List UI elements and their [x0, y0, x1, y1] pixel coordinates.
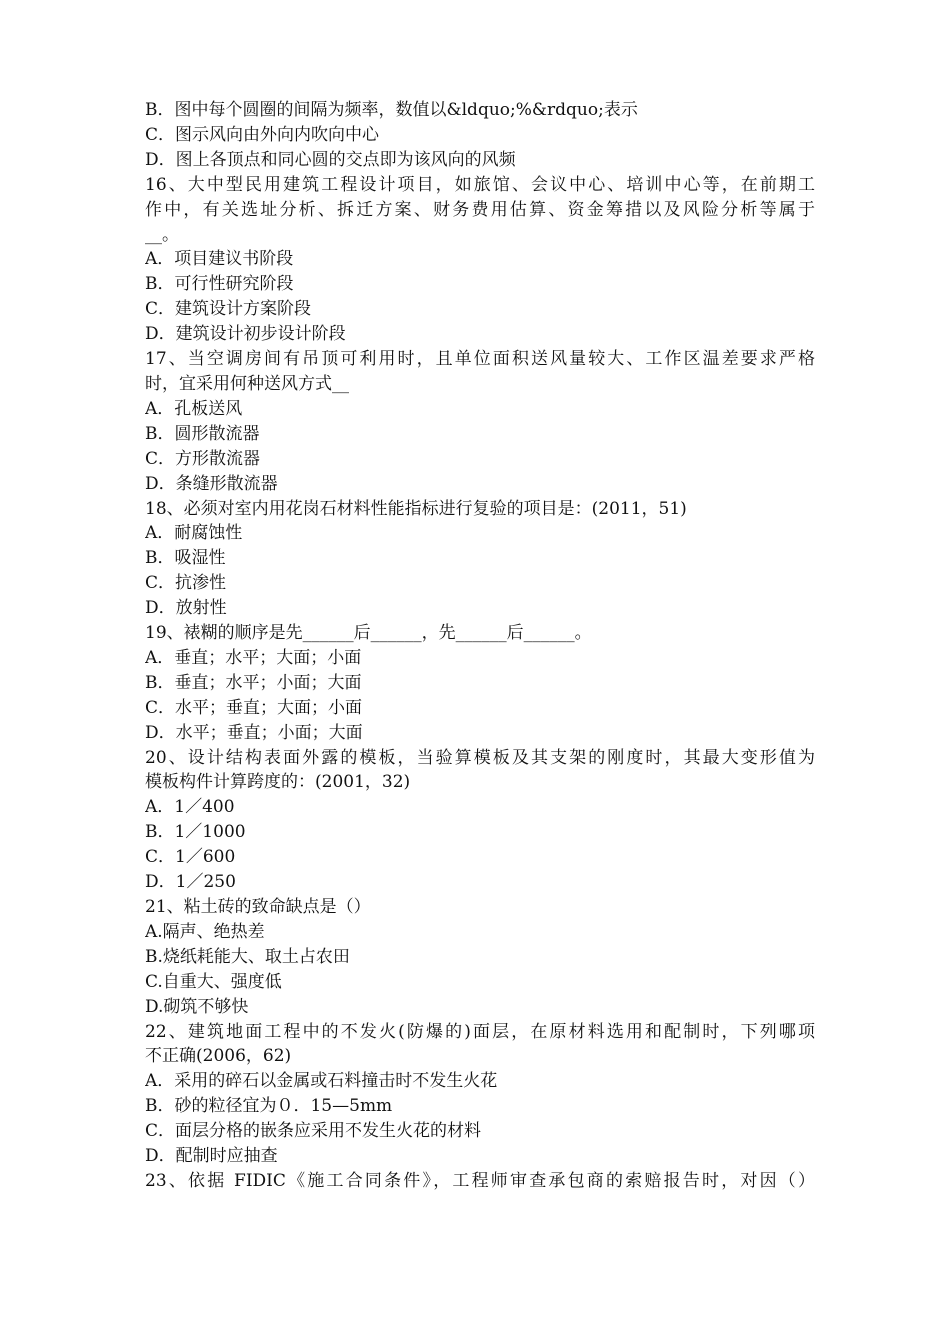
option-line: A．1／400	[145, 797, 235, 818]
option-line: C．抗渗性	[145, 573, 227, 594]
option-line: B.烧纸耗能大、取土占农田	[145, 946, 350, 967]
question-16-text: 16、大中型民用建筑工程设计项目，如旅馆、会议中心、培训中心等，在前期工	[145, 174, 815, 195]
question-23-text: 23、依据 FIDIC《施工合同条件》，工程师审查承包商的索赔报告时，对因（）	[145, 1170, 815, 1191]
option-line: A.隔声、绝热差	[145, 921, 265, 942]
option-line: D．条缝形散流器	[145, 473, 278, 494]
option-line: B．可行性研究阶段	[145, 274, 294, 295]
option-line: C.自重大、强度低	[145, 971, 282, 992]
question-22-text: 22、建筑地面工程中的不发火(防爆的)面层，在原材料选用和配制时，下列哪项	[145, 1021, 815, 1042]
option-line: B．1／1000	[145, 822, 246, 843]
option-line: C．面层分格的嵌条应采用不发生火花的材料	[145, 1121, 482, 1142]
option-line: B．吸湿性	[145, 548, 226, 569]
option-line: A．垂直；水平；大面；小面	[145, 647, 362, 668]
option-line: D．水平；垂直；小面；大面	[145, 722, 363, 743]
question-20-text: 20、设计结构表面外露的模板，当验算模板及其支架的刚度时，其最大变形值为	[145, 747, 815, 768]
question-20-text: 模板构件计算跨度的：(2001，32)	[145, 772, 411, 793]
question-21-text: 21、粘土砖的致命缺点是（）	[145, 897, 371, 917]
option-line: D．放射性	[145, 598, 227, 619]
option-line: C．图示风向由外向内吹向中心	[145, 124, 380, 145]
question-16-text: __。	[145, 224, 179, 245]
option-line: D.砌筑不够快	[145, 996, 249, 1017]
option-line: D．图上各顶点和同心圆的交点即为该风向的风频	[145, 149, 516, 170]
option-line: A．耐腐蚀性	[145, 523, 243, 544]
question-17-text: 17、当空调房间有吊顶可利用时，且单位面积送风量较大、工作区温差要求严格	[145, 349, 815, 370]
option-line: B．图中每个圆圈的间隔为频率，数值以&ldquo;%&rdquo;表示	[145, 100, 638, 120]
question-19-text: 19、裱糊的顺序是先______后______，先______后______。	[145, 623, 592, 644]
option-line: D．建筑设计初步设计阶段	[145, 324, 346, 345]
option-line: C．1／600	[145, 847, 236, 868]
option-line: D．1／250	[145, 872, 236, 893]
option-line: C．建筑设计方案阶段	[145, 299, 312, 320]
document-page	[145, 98, 815, 1194]
option-line: C．水平；垂直；大面；小面	[145, 697, 363, 718]
question-18-text: 18、必须对室内用花岗石材料性能指标进行复验的项目是：(2011，51)	[145, 498, 687, 519]
option-line: B．砂的粒径宜为０．15—5mm	[145, 1096, 393, 1117]
option-line: B．垂直；水平；小面；大面	[145, 672, 362, 693]
option-line: A．孔板送风	[145, 398, 243, 419]
option-line: C．方形散流器	[145, 448, 261, 469]
question-16-text: 作中，有关选址分析、拆迁方案、财务费用估算、资金筹措以及风险分析等属于	[145, 199, 815, 220]
option-line: B．圆形散流器	[145, 423, 260, 444]
option-line: A．采用的碎石以金属或石料撞击时不发生火花	[145, 1071, 498, 1092]
option-line: D．配制时应抽查	[145, 1146, 278, 1167]
question-22-text: 不正确(2006，62)	[145, 1046, 292, 1067]
question-17-text: 时，宜采用何种送风方式__	[145, 373, 349, 394]
option-line: A．项目建议书阶段	[145, 249, 294, 270]
